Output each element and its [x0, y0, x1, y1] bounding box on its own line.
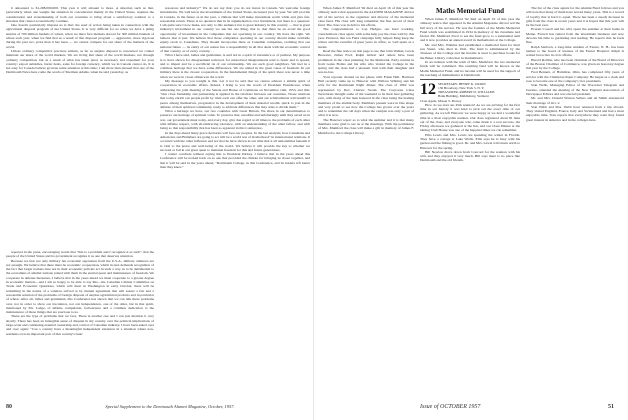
class-treasurer: TREASURER, ROBERT D. WILLIAMS	[438, 90, 495, 95]
paragraph: What a heritage we have, our two countries with Great Britain. We share in our determination to preserve our heritage of spiritual value. To preserve that, steadfast and unfalteringly until they saved us in war, our government must today, and every day, give due regard at all times to the problems of each other with infinite respect, with all-embracing tolerance, with an understanding of the other fellow, and with being so that responsibility that has been so apparent in this Conference.	[160, 109, 310, 131]
class-secretary: SECRETARY, HENRY K. URION	[438, 82, 486, 87]
paragraph: When James F. Mumford '92 died on April 16 of this year the obituary notice that appeared in the ALUMNI MAGAZINE did not tell of his service as the organizer and director of the memorial class fund. His class will long remember the fine record of their fund. The class was in debt to his efforts.	[318, 6, 414, 28]
paragraph: Ellis Lewis and Mrs. Lewis are spending the winter in Florida. They have a cottage at Lake Worth. Ellis says he is busy with his garden and the fishing is good. Dr. and Mrs. Lewis will return north to Hanover for the spring.	[420, 132, 520, 150]
left-page-number: 80	[6, 404, 12, 410]
right-column-1	[318, 6, 414, 406]
paragraph: I cannot conclude without saying this to President Dickey. I believe that in the years ahead this Conference will be looked back on as one that provided the climate for bringing us closer together, and that it will be said in the years ahead, "Dartmouth College, in this Conference, and its leaders left better than they knew."	[160, 152, 310, 169]
paragraph: How do we start our 45th reunion? As we are arriving for the first time in our history it was hard to pick out the exact time of our gathering. As we left Hanover we were happy as we had a wonderful time in a most enjoyable reunion. Our class registered about 81 men out of the class, and everyone who came made it a real success. On Friday afternoon we gathered at the Inn, and our Class Dinner at the Outing Club House was one of the happiest times we can remember.	[420, 102, 520, 133]
paragraph: Unless ordinary competitive practices remain, as far as surplus disposal is concerned we cannot maintain our share of the world markets. We are living that share of the world markets, not through ordinary competition, but as a result of what has taken place as necessary and expedient for your country: export subsidies, barter deals, sales for foreign currency, which we in Canada cannot do. It is not easy for Canada believe governs some attention at this time; I am more than pleased that one of the Dartmouth News here come the words of Sherman Adams, when he said yesterday, as	[6, 48, 154, 75]
paragraph: My message to you tonight is this. Let it not be said that we cannot achieve a similar spirit of cooperation in economic affairs. Indeed, I bring to you the words of President Eisenhower, when addressing the joint meeting of the Senate and House of Commons on November 14th, 1953, and this: "Our close friendship and partnership is applied in the relations between our countries. Those relations that today enrich our people profit by what each can offer the other, and our achievements will benefit at peace among themselves, progressive in the development of their material wealth, quick to join in the defense of their spiritual community, ready to arbitrate differences that may arise to divide them."	[160, 79, 310, 109]
left-column-2	[160, 6, 310, 406]
class-agent: Class Agent, Mason S. Peavey	[420, 98, 462, 103]
class-secretary-address: 130 Broadway, New York 5, N. Y.	[438, 86, 485, 91]
paragraph: it amounted to $1,298,000,000. This year it will amount to more. A situation such as that, particularly when one weighs the situation in concentrated mainly in the United States, requires the consideration and statesmanship of both our countries to bring about a satisfactory solution to a situation that cannot economically continue.	[6, 6, 154, 23]
class-header	[420, 82, 520, 102]
paragraph: One doesn't particularly impress us is that: the seed of action being taken in connection with the agricultural disposal program of the United States. It is very difficult for us when we have a piling surplus of 700 million bushels of wheat, when we must face markets abroad for 500 million bushels of wheat each year, when we find that as a result of that disposal program — aggressive, more vigorous during the past two years than it has been — we cannot compete for our share of the markets of the world.	[6, 23, 154, 49]
issue-label: Issue of OCTOBER 1957	[420, 404, 481, 410]
right-column-3	[526, 6, 624, 406]
paragraph: When James F. Mumford '92 died on April 16 of this year the obituary notice that appeared in the Alumni Magazine did not tell the full story of his service. He was the founder of the Maths Memorial Fund which was established in 1934 in memory of his classmate and friend. Mr. Mumford lived to see the fund grow to a substantial sum and it now provides an annual award in mathematics at the College.	[420, 17, 520, 43]
paragraph: The congratulations to Cap Hedges, our hard working, conscientious class agent, with some help pay the class well by this year. Pictured, that ten Fund campaign fully helped King keep the winter and the eventful of great years in office, so well spent as a leader.	[318, 27, 414, 49]
supplement-footer: Special Supplement to the Dartmouth Alumni Magazine, October, 1957.	[105, 404, 235, 409]
paragraph: Stan Webb, Managing Editor of the Worcester Telegram and Gazette, attended the meeting of the New England Association of Newspaper Editors and was elected president.	[526, 83, 624, 96]
paragraph: In accordance with the wish of Mrs. Mumford, the two memorial funds will be combined. The resulting fund will be known as the Maths Memorial Fund, and its income will be used for the support of the teaching of mathematics at Dartmouth.	[420, 59, 520, 77]
paragraph: Bill Newton drove down from Concord for the reunion with his wife and they enjoyed it very much. Bill says there is no place like Dartmouth and the old friends.	[420, 149, 520, 163]
right-page-number: 51	[608, 404, 614, 410]
class-treasurer-address: Bank Building, Middlebury, Vermont	[438, 94, 489, 99]
paragraph: Ralph Sanborn, a long-time resident of Exeter, N. H., has been named to the board of trustees of the Exeter Hospital. Ralph is retired but active in civic affairs.	[526, 44, 624, 58]
paragraph: reported in the press, encouraging words that "this is a problem and I recognize it as such". that the people of the United States and its government recognize it as one that deserves attention.	[6, 250, 154, 259]
paragraph: In the days ahead many grave decisions will face our peoples. In the last analysis, how Canadians and Americans and Britishers are going to act will be a world test of brotherhood" in international relations. It occurred with the other Jefferson and not that he have shown in our time that it all nationalities beneath it is vital to the peace and well-being of the world. We believe it will provide the key to whether we succeed or fail in our great quest to maintain freedom for this and future generations.	[160, 130, 310, 152]
paragraph: Harold Rollins, who has been chairman of the Board of Directors of the Boston Chamber of Commerce, was given an honorary degree this year by the College.	[526, 57, 624, 71]
paragraph: resources and industry?" We do not say that; you do not invest in Canada. We welcome foreign investments. We well know the investments of the United States, increased year by year. We will provide in Canada, in the future as in the past, a climate that will make investment worth while and give fair, reasonable return. There is no question that in its argumentation over investment, but there is a question: I am quite sure I now make, not only to this audience but to great industry in this country — that is great industry's investment in our country we ask but one thing, that is, that there be an avoid the good opportunity of investment in the companies that are operating in our country. We have the right. We believe that is just. We believe that those companies operating in our country should make available equity stock to Canadians. They should incorporate there as Canadian companies, realizing that our national future — its entity of our nation has a responsibility in all that deals with the economic control of that country, as of every country. . .	[160, 6, 310, 53]
paragraph: Stan Webb and Mrs. Webb have returned from a trip abroad. They visited England, France, Italy and Switzerland and had a most enjoyable time. Stan reports that everywhere they went they found great interest in America and in the colleges here.	[526, 104, 624, 122]
paragraph: The Hanover report as to what the summer and it is that many members were glad to see us at the meetings. With the permission of Mrs. Mumford the class will make a gift in memory of James F. Mumford to the College Library.	[318, 117, 414, 135]
paragraph: Mr. and Mrs. Donald Warren Sellars and Al Smith announced their marriage of Oct. 2.	[526, 96, 624, 105]
divider	[420, 79, 520, 80]
page-gutter	[313, 0, 314, 420]
section-heading: Maths Memorial Fund	[435, 7, 505, 15]
right-column-2	[420, 6, 520, 406]
left-column-1-lower	[6, 250, 154, 370]
paragraph: These are the type of problems that we face. There is another one and I can just mention it very shortly. There has been an intangible sense of disquiet in my country over the political implications of large-scale and continuing external ownership and control of Canadian industry. I have been asked over and over again: "Can a country have a meaningful independent existence in a situation where non-residents own an important part of that country's basic	[6, 314, 154, 336]
left-column-1	[6, 6, 154, 226]
paragraph: What I have said, ladies and gentlemen, is said not in a spirit of truculence or of petition. My purpose is to have shown for disagreement removed, for unresolved disagreements tend to fester and to spread, and to impair and be a sacrificial tie of our relationship. We are each good neighbors. We feel in a common heritage that we have some differences. We are united in the great cause of freedom. In our military there is the closest cooperation. In the fundamental things of the spirit there was never a time when we were in closer alliance in the world.	[160, 53, 310, 79]
paragraph: The list of the class agents for the Alumni Fund follows and you will note that many of them have served many years. This is a record of loyalty that is hard to equal. There has been a steady increase in gifts from the class in recent years and it is hoped that this year will be the best ever.	[526, 6, 624, 28]
paragraph: Your reporter chatted on the phone with Frank Hall. Harrison Hall recently came up to Hanover with Wallace Whiting and his wife for the Dartmouth Night dinner. The class of 1892 was represented by Rev. Charles Swain. The Corporate Class Secretaries thought some of the weekend to be their best gathering ever, with many of the men honored in the class being the leading members of the alumni body. Members present were in fine shape and very proud to see how the College has grown over the years and to remember the old days when the campus was only a part of what it is now.	[318, 74, 414, 118]
paragraph: Everett Cowell and his wife spent the summer at their home in Maine. Everett has retired from the investment business and now devotes his time to gardening and reading. He reports that he feels fine.	[526, 27, 624, 45]
left-page	[6, 0, 312, 420]
class-year-number: 12	[420, 81, 436, 99]
paragraph: Mr. and Mrs. Watkins had established a memorial fund for their son Stuart, who died in 1941. The fund is administered by the Trustees of the College and the income is used to purchase books for the Baker Library collection in mathematics.	[420, 42, 520, 60]
right-page	[318, 0, 624, 420]
paragraph: Read the fine notice on this page to see that John Walker, Lewis Brewster, James Ford, Ralph Abbott and others have been prominent in the class planning for the Memorial. Early returns in from Gaius Bolles and his wife who visited the College in the spring and the class had a pleasant visit with their daughter and son-in-law.	[318, 48, 414, 75]
paragraph: Because we fear not only military but economic separation from the U.S.A., military alliances are not enough. We believe that there must be economic cooperation, which in turn demands recognition of the fact that larger nations dare not in their economic policies act in such a way as to be detrimental to the economies of smaller nations joined with them in the eternal quest and maintenance of freedom. We cooperate in defense measures. I believe that in the years ahead we must cooperate to a greater degree in economic matters—and I am so happy to be able to say this—the Canadian Cabinet Committee on Trade and Economic Questions, which will meet in Washington in early October, there will be something in the nature of a solution arrived at by mutual agreement that will assure a fair and a reasonable solution of the problems of foreign disposal of surplus agricultural products and in particular of wheat. After all, ladies and gentlemen, this Conference has shown that we can talk these problems over, not in order to show our truculence, not our independence, one of the other, but in that spirit, mentioned by Mr. Lodge, of infinite compulsion, forbearance and a common dedication to the maintenance of those things that are precious to us.	[6, 258, 154, 315]
paragraph: Fred Bennett, of Hamilton, Ohio, has completed fifty years of service with the Champion Paper Company. He began as a clerk and rose to become one of the company's vice presidents.	[526, 70, 624, 84]
